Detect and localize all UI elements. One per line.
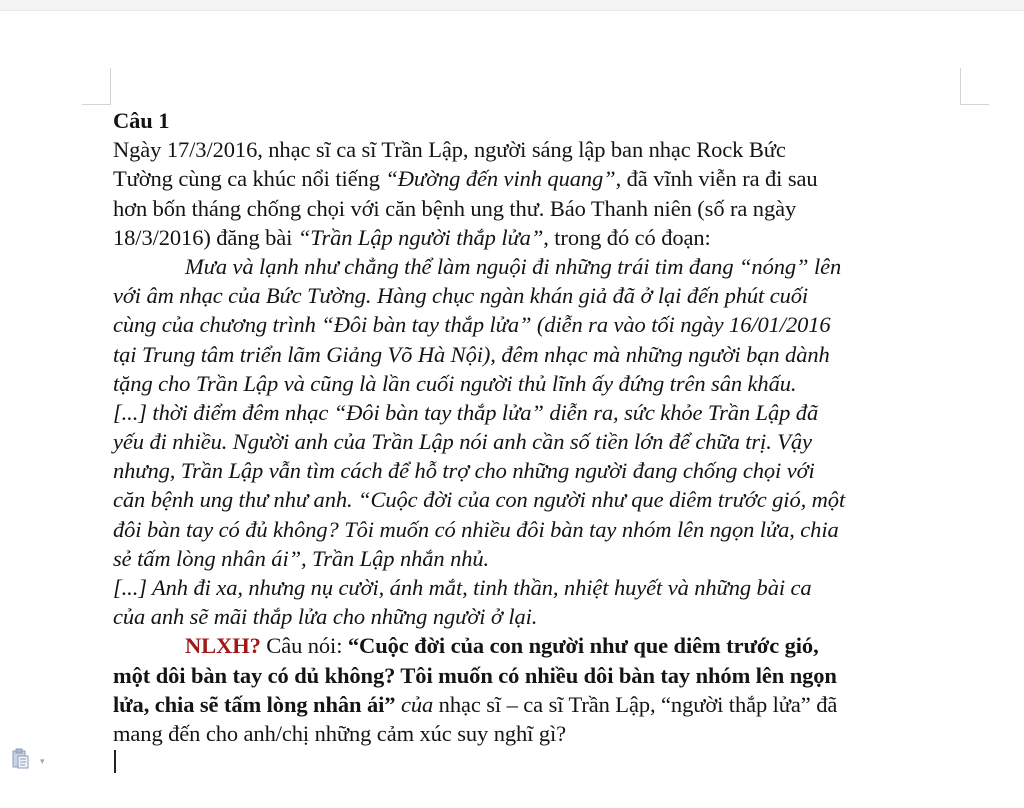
quote-line-12: [...] Anh đi xa, nhưng nụ cười, ánh mắt, tinh thần, nhiệt huyết và những bài ca	[113, 575, 812, 600]
text-cursor	[114, 750, 116, 773]
quote-line-10: đôi bàn tay có đủ không? Tôi muốn có nhiều đôi bàn tay nhóm lên ngọn lửa, chia	[113, 516, 839, 542]
para1-line-4: 18/3/2016) đăng bài “Trần Lập người thắp lửa”, trong đó có đoạn:	[113, 224, 711, 250]
margin-corner-mark-right	[960, 68, 989, 105]
quote-line-6: [...] thời điểm đêm nhạc “Đôi bàn tay thắp lửa” diễn ra, sức khỏe Trần Lập đã	[113, 399, 819, 425]
quote-line-8: nhưng, Trần Lập vẫn tìm cách để hỗ trợ cho những người đang chống chọi với	[113, 458, 815, 484]
ruler-strip	[0, 0, 1024, 11]
quote-line-5: tặng cho Trần Lập và cũng là lần cuối người thủ lĩnh ấy đứng trên sân khấu.	[113, 370, 797, 396]
task-line-3: lửa, chia sẽ tấm lòng nhân ái” của nhạc sĩ – ca sĩ Trần Lập, “người thắp lửa” đã	[113, 691, 838, 717]
margin-corner-mark-left	[82, 68, 111, 105]
task-line-2: một dôi bàn tay có dủ không? Tôi muốn có nhiều dôi bàn tay nhóm lên ngọn	[113, 662, 837, 688]
quote-line-13: của anh sẽ mãi thắp lửa cho những người ở lại.	[113, 604, 538, 630]
para1-line-3: hơn bốn tháng chống chọi với căn bệnh ung thư. Báo Thanh niên (số ra ngày	[113, 195, 797, 221]
task-label: NLXH?	[185, 633, 261, 659]
quote-line-4: tại Trung tâm triển lãm Giảng Võ Hà Nội), đêm nhạc mà những người bạn dành	[113, 341, 830, 367]
task-line-4: mang đến cho anh/chị những cảm xúc suy nghĩ gì?	[113, 720, 567, 746]
paste-options-dropdown-icon[interactable]: ▾	[40, 757, 45, 767]
task-line-1: NLXH? Câu nói: “Cuộc đời của con người như que diêm trước gió,	[185, 633, 819, 659]
quote-line-7: yếu đi nhiều. Người anh của Trần Lập nói anh cần số tiền lớn để chữa trị. Vậy	[113, 429, 812, 455]
quote-line-1: Mưa và lạnh như chẳng thể làm nguội đi những trái tim đang “nóng” lên	[185, 253, 842, 279]
para1-line-2: Tường cùng ca khúc nổi tiếng “Đường đến vinh quang”, đã vĩnh viễn ra đi sau	[113, 166, 818, 192]
quote-line-3: cùng của chương trình “Đôi bàn tay thắp lửa” (diễn ra vào tối ngày 16/01/2016	[113, 312, 831, 338]
para1-line-1: Ngày 17/3/2016, nhạc sĩ ca sĩ Trần Lập, người sáng lập ban nhạc Rock Bức	[113, 137, 786, 163]
quote-line-11: sẻ tấm lòng nhân ái”, Trần Lập nhắn nhủ.	[113, 545, 490, 571]
quote-line-2: với âm nhạc của Bức Tường. Hàng chục ngàn khán giả đã ở lại đến phút cuối	[113, 283, 809, 309]
document-body[interactable]	[113, 106, 963, 748]
question-heading: Câu 1	[113, 108, 170, 133]
paste-options-icon[interactable]	[11, 748, 31, 770]
quote-line-9: căn bệnh ung thư như anh. “Cuộc đời của con người như que diêm trước gió, một	[113, 487, 846, 513]
